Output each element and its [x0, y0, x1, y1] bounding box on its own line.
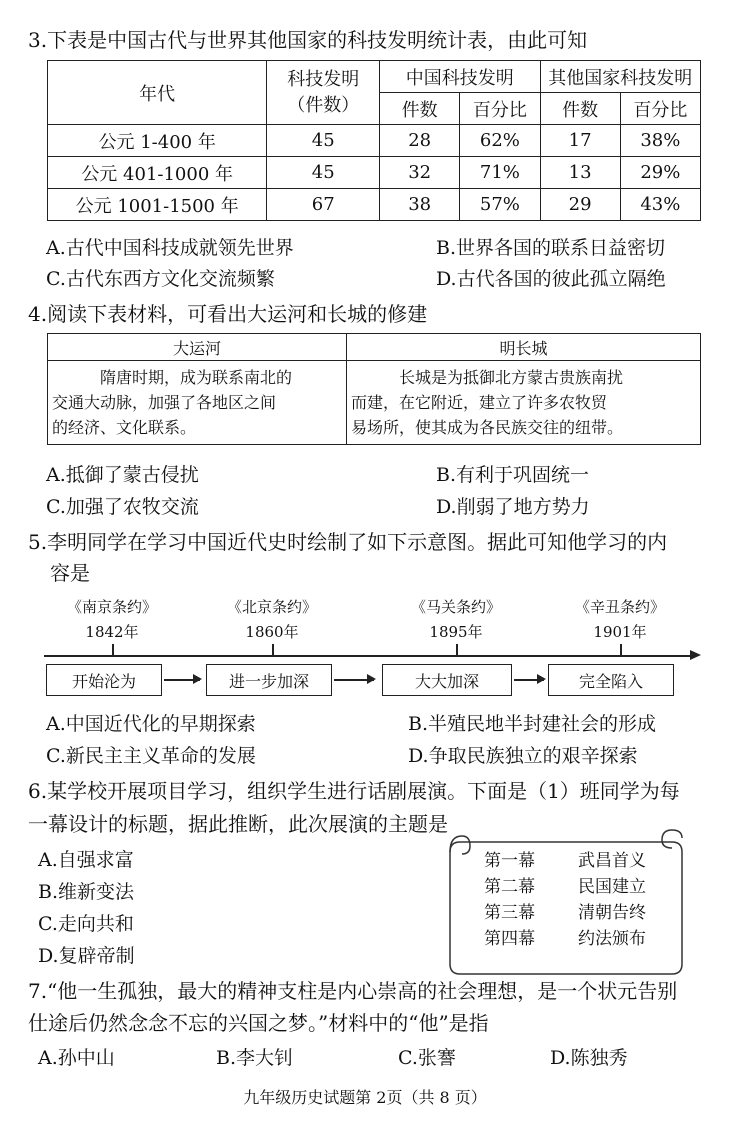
act-label: 第四幕 [484, 929, 535, 949]
table-row [48, 189, 701, 221]
stage-box: 进一步加深 [206, 664, 332, 696]
q4-col1-title: 大运河 [48, 334, 347, 361]
q5-option-a[interactable]: A.中国近代化的早期探索 [46, 713, 256, 735]
q4-col1-text [48, 361, 347, 445]
q5-stem-line2: 容是 [50, 561, 90, 585]
stage-box: 开始沦为 [46, 664, 162, 696]
q3-row-era: 公元 1-400 年 [48, 125, 267, 157]
q3-row-other-count: 29 [540, 189, 620, 221]
q3-row-era: 公元 1001-1500 年 [48, 189, 267, 221]
q3-header-era: 年代 [48, 61, 267, 125]
act-title: 约法颁布 [578, 929, 646, 949]
act-title: 民国建立 [578, 877, 646, 897]
q3-option-c[interactable]: C.古代东西方文化交流频繁 [46, 268, 275, 290]
arrow-right-icon [164, 679, 200, 681]
q3-row-china-pct: 62% [460, 125, 540, 157]
act-label: 第三幕 [484, 903, 535, 923]
q3-row-china-count: 38 [380, 189, 460, 221]
q6-stem-line1: 6.某学校开展项目学习，组织学生进行话剧展演。下面是（1）班同学为每 [28, 779, 680, 803]
q6-option-a[interactable]: A.自强求富 [38, 849, 134, 871]
q3-row-china-count: 32 [380, 157, 460, 189]
stage-box: 完全陷入 [548, 664, 674, 696]
q3-option-a[interactable]: A.古代中国科技成就领先世界 [46, 237, 294, 259]
act-label: 第一幕 [484, 851, 535, 871]
q4-col2-line: 而建，在它附近，建立了许多农牧贸 [351, 393, 608, 412]
q4-option-b[interactable]: B.有利于巩固统一 [436, 464, 590, 486]
q3-row-era: 公元 401-1000 年 [48, 157, 267, 189]
q3-header-china: 中国科技发明 [380, 61, 540, 93]
q4-col1-line: 隋唐时期，成为联系南北的 [100, 368, 293, 387]
q4-col2-text [347, 361, 701, 445]
treaty-label: 《辛丑条约》 [574, 598, 665, 616]
q4-col2-title: 明长城 [347, 334, 701, 361]
treaty-label: 《北京条约》 [226, 598, 317, 616]
q3-header-other-count: 件数 [540, 93, 620, 125]
q3-row-other-count: 13 [540, 157, 620, 189]
q5-option-d[interactable]: D.争取民族独立的艰辛探索 [408, 745, 638, 767]
treaty-label: 《马关条约》 [410, 598, 501, 616]
q5-option-b[interactable]: B.半殖民地半封建社会的形成 [408, 713, 657, 735]
treaty-label: 《南京条约》 [66, 598, 157, 616]
q3-option-b[interactable]: B.世界各国的联系日益密切 [436, 237, 666, 259]
q3-row-other-pct: 43% [620, 189, 700, 221]
table-row [48, 125, 701, 157]
q4-option-a[interactable]: A.抵御了蒙古侵扰 [46, 464, 199, 486]
act-title: 武昌首义 [578, 851, 646, 871]
q3-header-total-line2: （件数） [287, 94, 360, 116]
q4-col1-line: 交通大动脉，加强了各地区之间 [52, 393, 277, 412]
q3-header-other-percent: 百分比 [620, 93, 700, 125]
year-label: 1895年 [429, 623, 483, 641]
q3-header-total-line1: 科技发明 [287, 68, 360, 90]
q5-stem-line1: 5.李明同学在学习中国近代史时绘制了如下示意图。据此可知他学习的内 [28, 530, 668, 554]
q3-row-other-pct: 29% [620, 157, 700, 189]
q7-option-b[interactable]: B.李大钊 [216, 1047, 294, 1069]
q3-header-total [267, 61, 380, 125]
q3-stem: 3.下表是中国古代与世界其他国家的科技发明统计表，由此可知 [28, 28, 588, 52]
q3-header-china-count: 件数 [380, 93, 460, 125]
q6-option-b[interactable]: B.维新变法 [38, 881, 135, 903]
scroll-icon [446, 828, 686, 978]
arrow-right-icon [514, 679, 544, 681]
q3-row-other-pct: 38% [620, 125, 700, 157]
q3-row-total: 67 [267, 189, 380, 221]
q3-row-china-pct: 57% [460, 189, 540, 221]
act-label: 第二幕 [484, 877, 535, 897]
year-label: 1842年 [85, 623, 139, 641]
q6-stem-line2: 一幕设计的标题，据此推断，此次展演的主题是 [28, 812, 448, 836]
q7-option-c[interactable]: C.张謇 [398, 1047, 456, 1069]
q7-option-d[interactable]: D.陈独秀 [550, 1047, 628, 1069]
q4-col2-line: 易场所，使其成为各民族交往的纽带。 [351, 418, 624, 437]
q3-row-china-count: 28 [380, 125, 460, 157]
q3-row-other-count: 17 [540, 125, 620, 157]
table-row [48, 157, 701, 189]
q3-header-china-percent: 百分比 [460, 93, 540, 125]
q3-row-total: 45 [267, 157, 380, 189]
q3-row-china-pct: 71% [460, 157, 540, 189]
q3-row-total: 45 [267, 125, 380, 157]
q4-stem: 4.阅读下表材料，可看出大运河和长城的修建 [28, 302, 428, 326]
q7-option-a[interactable]: A.孙中山 [38, 1047, 115, 1069]
arrow-head-icon [690, 650, 701, 660]
timeline-axis [44, 655, 692, 657]
q4-option-d[interactable]: D.削弱了地方势力 [436, 496, 590, 518]
q4-option-c[interactable]: C.加强了农牧交流 [46, 496, 199, 518]
q3-header-other: 其他国家科技发明 [540, 61, 701, 93]
act-title: 清朝告终 [578, 903, 646, 923]
year-label: 1901年 [593, 623, 647, 641]
q6-option-d[interactable]: D.复辟帝制 [38, 945, 135, 967]
stage-box: 大大加深 [382, 664, 512, 696]
q4-table [47, 333, 701, 445]
q3-table [47, 60, 701, 221]
year-label: 1860年 [245, 623, 299, 641]
q5-option-c[interactable]: C.新民主主义革命的发展 [46, 745, 256, 767]
q4-col2-line: 长城是为抵御北方蒙古贵族南扰 [399, 368, 624, 387]
page-footer: 九年级历史试题第 2页（共 8 页） [243, 1088, 487, 1107]
q7-stem-line2: 仕途后仍然念念不忘的兴国之梦。”材料中的“他”是指 [28, 1011, 489, 1035]
q4-col1-line: 的经济、文化联系。 [52, 418, 197, 437]
arrow-right-icon [334, 679, 374, 681]
q7-stem-line1: 7.“他一生孤独，最大的精神支柱是内心崇高的社会理想，是一个状元告别 [28, 979, 678, 1003]
q3-option-d[interactable]: D.古代各国的彼此孤立隔绝 [436, 268, 666, 290]
q6-option-c[interactable]: C.走向共和 [38, 913, 134, 935]
